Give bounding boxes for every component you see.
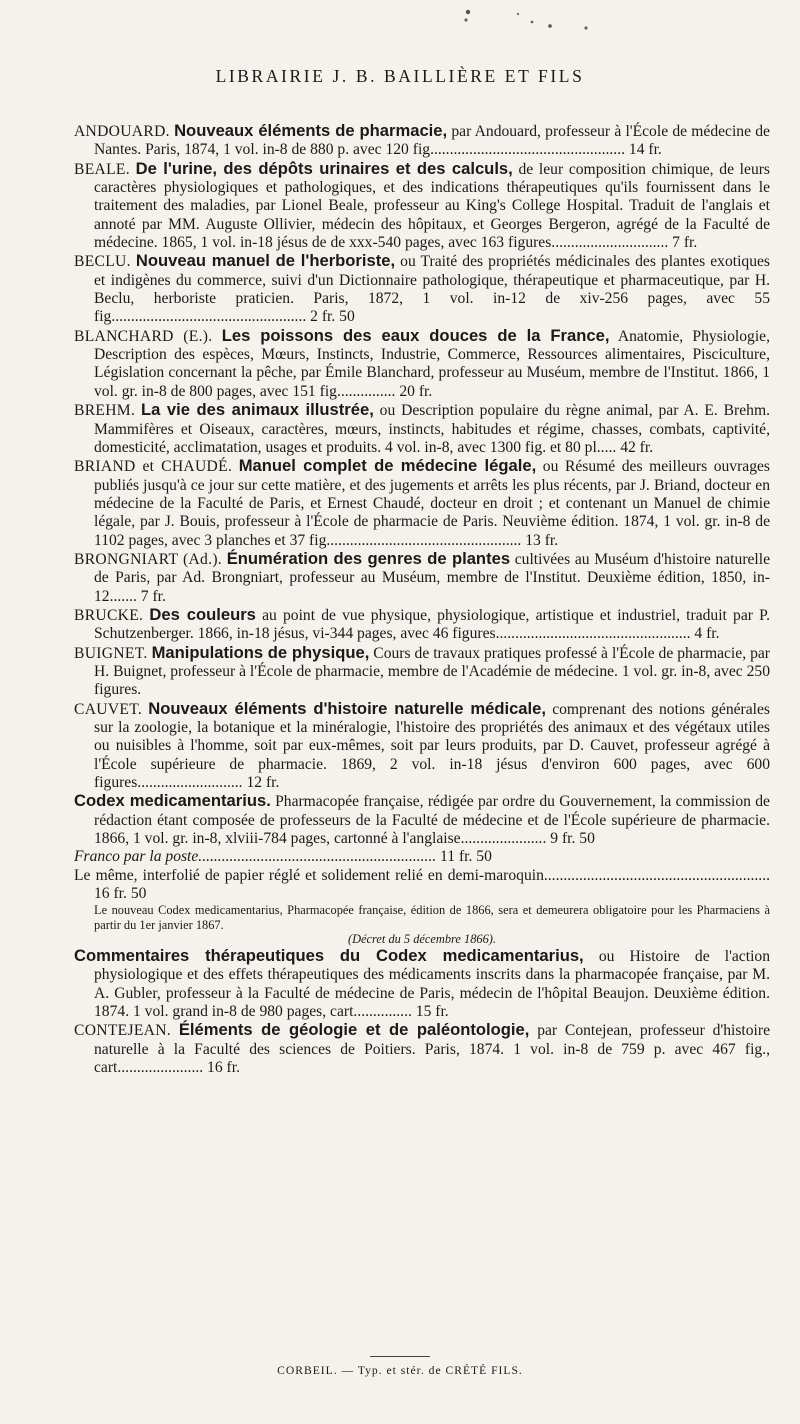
printer-footer: CORBEIL. — Typ. et stér. de CRÉTÉ FILS. xyxy=(277,1364,523,1377)
codex-franco: Franco par la poste............................................................. 11 fr. 50 xyxy=(74,848,492,866)
catalog-entries xyxy=(74,122,770,1077)
codex-note: Le nouveau Codex medicamentarius, Pharmacopée française, édition de 1866, sera et demeurera obligatoire pour les Pharmaciens à partir du 1er janvier 1867. xyxy=(94,903,770,932)
entry-andouard: ANDOUARD. Nouveaux éléments de pharmacie, par Andouard, professeur à l'École de médecine de Nantes. Paris, 1874, 1 vol. in-8 de 880 p. avec 120 fig.................................................. 14 fr. xyxy=(74,121,770,159)
codex-note-source: (Décret du 5 décembre 1866). xyxy=(347,932,497,947)
codex-interfolie: Le même, interfolié de papier réglé et solidement relié en demi-maroquin.......................................................... 16 fr. 50 xyxy=(74,866,770,903)
entry-brongniart: BRONGNIART (Ad.). Énumération des genres de plantes cultivées au Muséum d'histoire naturelle de Paris, par Ad. Brongniart, professeur au Muséum, membre de l'Institut. Deuxième édition, 1850, in-12....... 7 fr. xyxy=(74,548,771,605)
entry-buignet: BUIGNET. Manipulations de physique, Cours de travaux pratiques professé à l'École de pharmacie, par H. Buignet, professeur à l'École de pharmacie, membre de l'Académie de médecine. 1 vol. gr. in-8, avec 250 figures. xyxy=(74,642,770,699)
ink-speckles xyxy=(420,0,620,50)
entry-cauvet: CAUVET. Nouveaux éléments d'histoire naturelle médicale, comprenant des notions générales sur la zoologie, la botanique et la minéralogie, l'histoire des propriétés des animaux et des végétaux utiles ou nuisibles à l'homme, soit par eux-mêmes, soit par leurs produits, par D. Cauvet, professeur agrégé à l'École supérieure de pharmacie. 1869, 2 vol. in-18 jésus d'environ 600 pages, avec 600 figures........................... 12 fr. xyxy=(74,698,770,792)
entry-codex: Codex medicamentarius. Pharmacopée française, rédigée par ordre du Gouvernement, la commission de rédaction étant composée de professeurs de la Faculté de médecine et de l'École supérieure de pharmacie. 1866, 1 vol. gr. in-8, xlviii-784 pages, cartonné à l'anglaise...................... 9 fr. 50 xyxy=(74,791,770,848)
entry-blanchard: BLANCHARD (E.). Les poissons des eaux douces de la France, Anatomie, Physiologie, Description des espèces, Mœurs, Instincts, Industrie, Commerce, Ressources alimentaires, Pisciculture, Législation concernant la pêche, par Émile Blanchard, professeur au Muséum, membre de l'Institut. 1866, 1 vol. gr. in-8 de 800 pages, avec 151 fig............... 20 fr. xyxy=(74,325,770,400)
page-header: LIBRAIRIE J. B. BAILLIÈRE ET FILS xyxy=(215,66,585,86)
entry-beclu: BECLU. Nouveau manuel de l'herboriste, ou Traité des propriétés médicinales des plantes exotiques et indigènes du commerce, suivi d'un Dictionnaire pathologique, thérapeutique et pharmaceutique, par H. Beclu, herboriste praticien. Paris, 1872, 1 vol. in-12 de xiv-256 pages, avec 55 fig.................................................. 2 fr. 50 xyxy=(74,251,770,326)
entry-brucke: BRUCKE. Des couleurs au point de vue physique, physiologique, artistique et industriel, traduit par P. Schutzenberger. 1866, in-18 jésus, vi-344 pages, avec 46 figures.................................................. 4 fr. xyxy=(74,604,770,643)
entry-beale: BEALE. De l'urine, des dépôts urinaires et des calculs, de leur composition chimique, de leurs caractères physiologiques et pathologiques, et des indications thérapeutiques qu'ils fournissent dans le traitement des maladies, par Lionel Beale, professeur au King's College Hospital. Traduit de l'anglais et annoté par MM. Auguste Ollivier, médecin des hôpitaux, et Georges Bergeron, agrégé de la Faculté de médecine. 1865, 1 vol. in-18 jésus de de xxx-540 pages, avec 163 figures.............................. 7 fr. xyxy=(74,158,770,252)
entry-briand-chaude: BRIAND et CHAUDÉ. Manuel complet de médecine légale, ou Résumé des meilleurs ouvrages publiés jusqu'à ce jour sur cette matière, et des jugements et arrêts les plus récents, par J. Briand, docteur en médecine de la Faculté de Paris, et Ernest Chaudé, docteur en droit ; et contenant un Manuel de chimie légale, par J. Bouis, professeur à l'École de pharmacie de Paris. Neuvième édition. 1874, 1 vol. gr. in-8 de 1102 pages, avec 3 planches et 37 fig.................................................. 13 fr. xyxy=(74,456,770,549)
entry-contejean: CONTEJEAN. Éléments de géologie et de paléontologie, par Contejean, professeur d'histoire naturelle à la Faculté des sciences de Poitiers. Paris, 1874. 1 vol. in-8 de 759 p. avec 467 fig., cart...................... 16 fr. xyxy=(74,1020,770,1076)
entry-commentaires: Commentaires thérapeutiques du Codex medicamentarius, ou Histoire de l'action physiologique et des effets thérapeutiques des médicaments inscrits dans la pharmacopée française, par M. A. Gubler, professeur à la Faculté de médecine de Paris, médecin de l'hôpital Beaujon. Deuxième édition. 1874. 1 vol. grand in-8 de 980 pages, cart............... 15 fr. xyxy=(74,945,770,1020)
footer-rule xyxy=(370,1356,430,1357)
entry-brehm: BREHM. La vie des animaux illustrée, ou Description populaire du règne animal, par A. E. Brehm. Mammifères et Oiseaux, caractères, mœurs, instincts, habitudes et régime, chasses, combats, captivité, domesticité, acclimatation, usages et produits. 4 vol. in-8, avec 1300 fig. et 80 pl..... 42 fr. xyxy=(74,400,770,456)
